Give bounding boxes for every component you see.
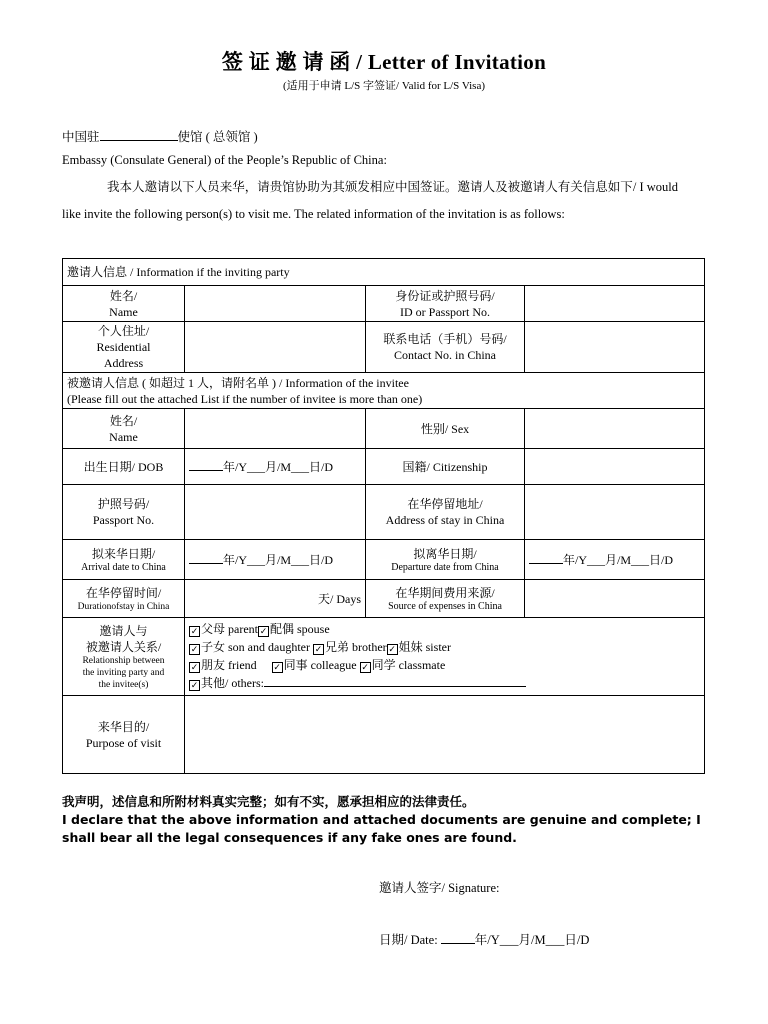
invitee-passport-label: 护照号码/ Passport No. xyxy=(63,485,185,540)
signature-line xyxy=(379,878,499,896)
inviter-name-label: 姓名/ Name xyxy=(63,286,185,322)
date-year-blank[interactable] xyxy=(441,932,475,944)
expense-source-label: 在华期间费用来源/ Source of expenses in China xyxy=(366,580,525,618)
checkbox-friend[interactable]: ✓ xyxy=(190,662,199,672)
date-label: 日期/ Date: xyxy=(379,933,438,947)
inviter-id-field[interactable] xyxy=(525,286,705,322)
page-title: 签 证 邀 请 函 / Letter of Invitation xyxy=(221,50,547,74)
option-classmate: 同学 classmate xyxy=(371,658,446,672)
declaration-cn: 我声明，述信息和所附材料真实完整；如有不实，愿承担相应的法律责任。 xyxy=(62,794,475,809)
checkbox-spouse[interactable]: ✓ xyxy=(259,626,268,636)
intro-text: 我本人邀请以下人员来华，请贵馆协助为其颁发相应中国签证。邀请人及被邀请人有关信息如下/ I would like invite the following person(s) to visit me. The related information of the invitation is as follows: xyxy=(62,180,678,221)
checkbox-others[interactable]: ✓ xyxy=(190,680,199,690)
checkbox-brother[interactable]: ✓ xyxy=(314,644,323,654)
purpose-label: 来华目的/ Purpose of visit xyxy=(63,696,185,774)
expense-source-field[interactable] xyxy=(525,580,705,618)
declaration-en: I declare that the above information and attached documents are genuine and complete; I shall bear all the legal consequences if any fake ones are found. xyxy=(62,812,701,845)
intro-paragraph xyxy=(62,174,678,228)
option-parent: 父母 parent xyxy=(201,622,258,636)
invitee-citizenship-field[interactable] xyxy=(525,449,705,485)
invitee-passport-field[interactable] xyxy=(185,485,366,540)
option-son-daughter: 子女 son and daughter xyxy=(201,640,310,654)
invitee-dob-label: 出生日期/ DOB xyxy=(63,449,185,485)
embassy-line-cn xyxy=(62,127,258,145)
invitee-dob-field[interactable]: 年/Y___月/M___日/D xyxy=(185,449,366,485)
stay-address-field[interactable] xyxy=(525,485,705,540)
embassy-suffix: 使馆 ( 总领馆 ) xyxy=(177,130,258,144)
signature-label: 邀请人签字/ Signature: xyxy=(379,881,500,895)
inviter-address-label: 个人住址/ Residential Address xyxy=(63,322,185,373)
date-format: 年/Y___月/M___日/D xyxy=(474,933,590,947)
invitee-name-label: 姓名/ Name xyxy=(63,409,185,449)
inviter-contact-label: 联系电话（手机）号码/ Contact No. in China xyxy=(366,322,525,373)
option-spouse: 配偶 spouse xyxy=(269,622,330,636)
relationship-label: 邀请人与 被邀请人关系/ Relationship between the inviting party and the invitee(s) xyxy=(63,618,185,696)
checkbox-son-daughter[interactable]: ✓ xyxy=(190,644,199,654)
invitee-sex-label: 性别/ Sex xyxy=(366,409,525,449)
invitation-form-table xyxy=(62,258,705,774)
option-brother: 兄弟 brother xyxy=(324,640,387,654)
embassy-prefix: 中国驻 xyxy=(62,130,100,144)
checkbox-colleague[interactable]: ✓ xyxy=(273,662,281,672)
arrival-date-label: 拟来华日期/ Arrival date to China xyxy=(63,540,185,580)
inviter-name-field[interactable] xyxy=(185,286,366,322)
page-subtitle: (适用于申请 L/S 字签证/ Valid for L/S Visa) xyxy=(282,80,486,92)
option-others: 其他/ others: xyxy=(201,676,264,690)
purpose-field[interactable] xyxy=(185,696,705,774)
declaration xyxy=(62,793,702,847)
duration-field[interactable]: 天/ Days xyxy=(185,580,366,618)
invitee-name-field[interactable] xyxy=(185,409,366,449)
checkbox-sister[interactable]: ✓ xyxy=(388,644,396,654)
option-friend: 朋友 friend xyxy=(201,658,257,672)
date-line xyxy=(379,930,589,948)
others-blank[interactable] xyxy=(264,675,526,687)
checkbox-parent[interactable]: ✓ xyxy=(190,626,199,636)
inviter-address-field[interactable] xyxy=(185,322,366,373)
inviter-id-label: 身份证或护照号码/ ID or Passport No. xyxy=(366,286,525,322)
option-colleague: 同事 colleague xyxy=(283,658,357,672)
relationship-options xyxy=(185,618,705,696)
arrival-date-field[interactable]: 年/Y___月/M___日/D xyxy=(185,540,366,580)
stay-address-label: 在华停留地址/ Address of stay in China xyxy=(366,485,525,540)
checkbox-classmate[interactable]: ✓ xyxy=(361,662,369,672)
invitee-sex-field[interactable] xyxy=(525,409,705,449)
option-sister: 姐妹 sister xyxy=(398,640,451,654)
duration-label: 在华停留时间/ Durationofstay in China xyxy=(63,580,185,618)
inviter-contact-field[interactable] xyxy=(525,322,705,373)
invitee-header: 被邀请人信息 ( 如超过 1 人，请附名单 ) / Information of the invitee (Please fill out the attached List if the number of invitee is more than one) xyxy=(63,373,705,409)
invitee-citizenship-label: 国籍/ Citizenship xyxy=(366,449,525,485)
departure-date-field[interactable]: 年/Y___月/M___日/D xyxy=(525,540,705,580)
embassy-line-en: Embassy (Consulate General) of the People’s Republic of China: xyxy=(62,153,387,167)
embassy-name-blank[interactable] xyxy=(100,129,178,141)
inviting-party-header: 邀请人信息 / Information if the inviting party xyxy=(63,259,705,286)
departure-date-label: 拟离华日期/ Departure date from China xyxy=(366,540,525,580)
